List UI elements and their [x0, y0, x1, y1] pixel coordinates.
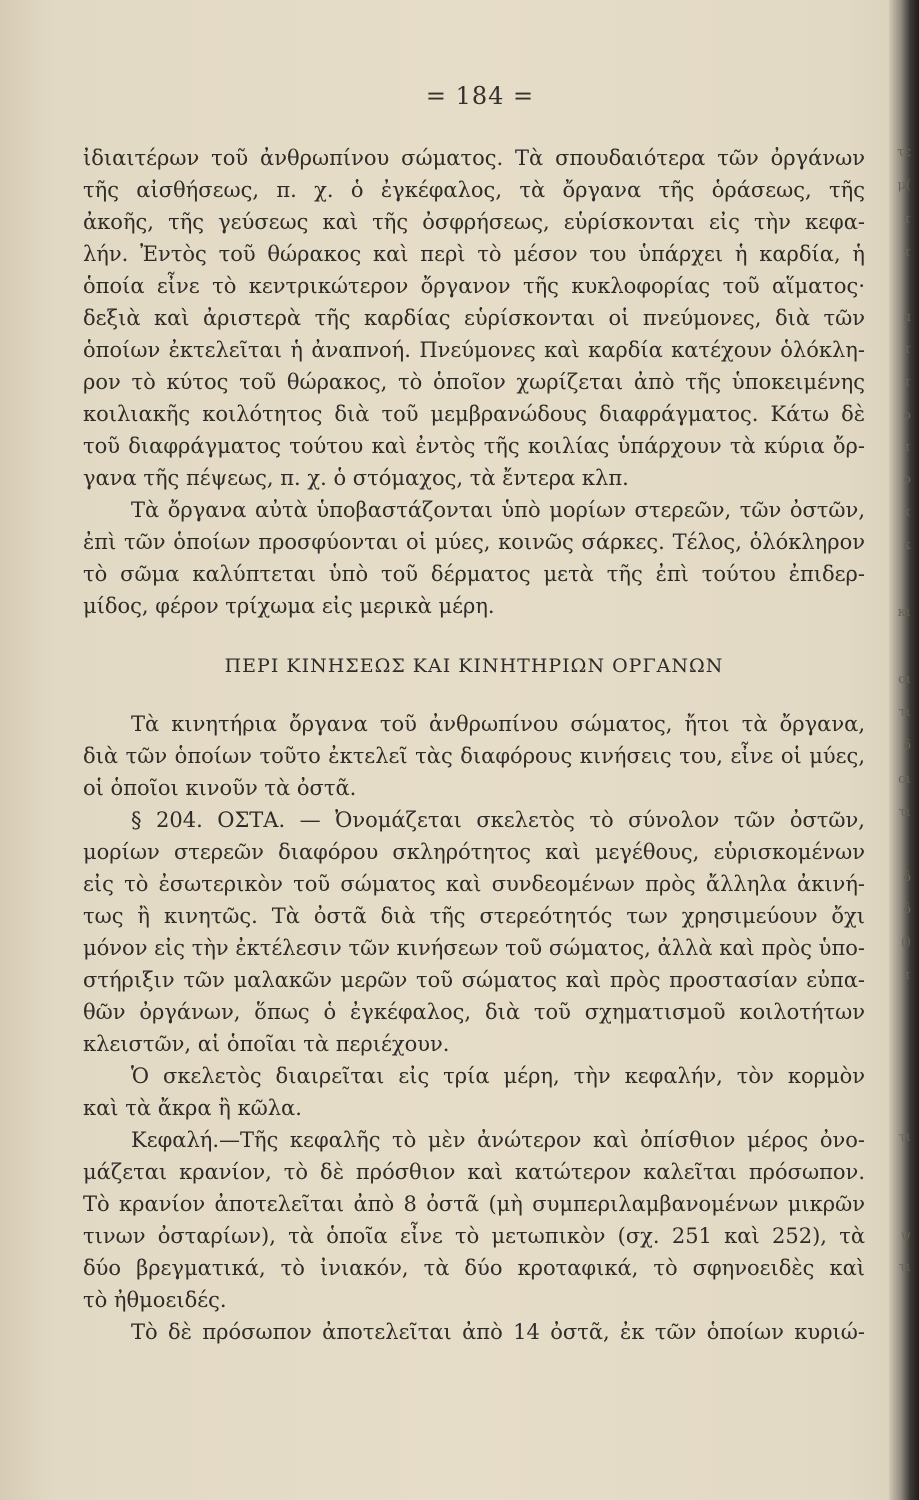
section-204-title-line: § 204. ΟΣΤΑ. — Ὀνομάζεται σκελετὸς τὸ σύνολον τῶν ὀστῶν, [131, 808, 865, 832]
text-line: κοιλιακῆς κοιλότητος διὰ τοῦ μεμβρανώδους διαφράγματος. Κάτω δὲ [83, 402, 865, 426]
text-line: Κεφαλή.—Τῆς κεφαλῆς τὸ μὲν ἀνώτερον καὶ ὀπίσθιον μέρος ὀνο- [131, 1128, 865, 1152]
paragraph-organs [83, 142, 865, 494]
gutter-fragment: ô [903, 870, 911, 885]
text-line: Τὰ κινητήρια ὄργανα τοῦ ἀνθρωπίνου σώματος, ἤτοι τὰ ὄργανα, [131, 712, 865, 736]
text-line: μίδος, φέρον τρίχωμα εἰς μερικὰ μέρη. [83, 594, 495, 618]
text-line: θῶν ὀργάνων, ὅπως ὁ ἐγκέφαλος, διὰ τοῦ σχηματισμοῦ κοιλοτήτων [83, 1000, 865, 1024]
text-line: τῆς αἰσθήσεως, π. χ. ὁ ἐγκέφαλος, τὰ ὄργανα τῆς ὁράσεως, τῆς [83, 178, 865, 202]
paragraph-bones-muscles [83, 494, 865, 622]
gutter-fragment: οι [898, 672, 911, 687]
text-line: Ὁ σκελετὸς διαιρεῖται εἰς τρία μέρη, τὴν κεφαλήν, τὸν κορμὸν [131, 1064, 865, 1088]
text-line: μάζεται κρανίον, τὸ δὲ πρόσθιον καὶ κατώτερον καλεῖται πρόσωπον. [83, 1160, 865, 1184]
text-line: καὶ τὰ ἄκρα ἢ κῶλα. [83, 1096, 302, 1120]
gutter-fragment: τ [903, 245, 911, 260]
text-line: διὰ τῶν ὁποίων τοῦτο ἐκτελεῖ τὰς διαφόρους κινήσεις του, εἶνε οἱ μύες, [83, 744, 865, 768]
text-line: τοῦ διαφράγματος τούτου καὶ ἐντὸς τῆς κοιλίας ὑπάρχουν τὰ κύρια ὄρ- [83, 434, 865, 458]
text-line: ἐπὶ τῶν ὁποίων προσφύονται οἱ μύες, κοινῶς σάρκες. Τέλος, ὁλόκληρον [83, 530, 865, 554]
text-line: λήν. Ἐντὸς τοῦ θώρακος καὶ περὶ τὸ μέσον του ὑπάρχει ἡ καρδία, ἡ [83, 242, 865, 266]
text-line: στήριξιν τῶν μαλακῶν μερῶν τοῦ σώματος καὶ πρὸς προστασίαν εὐπα- [83, 968, 865, 992]
text-line: δύο βρεγματικά, τὸ ἰνιακόν, τὰ δύο κροταφικά, τὸ σφηνοειδὲς καὶ [83, 1256, 865, 1280]
text-line: κλειστῶν, αἱ ὁποῖαι τὰ περιέχουν. [83, 1032, 450, 1056]
gutter-fragment: τ [903, 968, 911, 983]
gutter-fragment: κ [902, 538, 911, 553]
gutter-fragment: κι [897, 605, 911, 620]
text-line: εἰς τὸ ἐσωτερικὸν τοῦ σώματος καὶ συνδεομένων πρὸς ἄλληλα ἀκινή- [83, 872, 865, 896]
gutter-fragment: () [900, 935, 911, 950]
text-line: ἰδιαιτέρων τοῦ ἀνθρωπίνου σώματος. Τὰ σπουδαιότερα τῶν ὀργάνων [83, 146, 865, 170]
text-line: ὁποίων ἐκτελεῖται ἡ ἀναπνοή. Πνεύμονες καὶ καρδία κατέχουν ὁλόκλη- [83, 338, 865, 362]
gutter-fragment: μ( [897, 178, 911, 193]
gutter-fragment: δ [903, 738, 911, 753]
gutter-fragment: τ [903, 505, 911, 520]
page-body [83, 142, 865, 1348]
gutter-fragment: τε [897, 145, 911, 160]
section-204 [83, 804, 865, 1060]
gutter-fragment: ô [903, 902, 911, 917]
text-line: Τὸ δὲ πρόσωπον ἀποτελεῖται ἀπὸ 14 ὀστᾶ, ἐκ τῶν ὁποίων κυριώ- [131, 1320, 865, 1344]
gutter-fragment: ο [903, 472, 911, 487]
gutter-fragment: π [902, 310, 911, 325]
gutter-fragment: οι [898, 772, 911, 787]
gutter-fragment: ο [903, 408, 911, 423]
page-number: = 184 = [425, 82, 535, 110]
text-line: τινων ὀσταρίων), τὰ ὁποῖα εἶνε τὸ μετωπικὸν (σχ. 251 καὶ 252), τὰ [83, 1224, 865, 1248]
gutter-fragment: τι [898, 705, 911, 720]
gutter-fragment: τι [898, 1130, 911, 1145]
text-line: Τὰ ὄργανα αὐτὰ ὑποβαστάζονται ὑπὸ μορίων στερεῶν, τῶν ὀστῶν, [131, 498, 865, 522]
text-line: ρον τὸ κύτος τοῦ θώρακος, τὸ ὁποῖον χωρίζεται ἀπὸ τῆς ὑποκειμένης [83, 370, 865, 394]
paragraph-head [83, 1124, 865, 1316]
paragraph-skeleton-parts [83, 1060, 865, 1124]
paragraph-motor-organs [83, 708, 865, 804]
text-line: μορίων στερεῶν διαφόρου σκληρότητος καὶ μεγέθους, εὑρισκομένων [83, 840, 865, 864]
text-line: ἀκοῆς, τῆς γεύσεως καὶ τῆς ὀσφρήσεως, εὑρίσκονται εἰς τὴν κεφα- [83, 210, 865, 234]
gutter-fragment: τι [898, 1260, 911, 1275]
text-line: Τὸ κρανίον ἀποτελεῖται ἀπὸ 8 ὀστᾶ (μὴ συμπεριλαμβανομένων μικρῶν [83, 1192, 865, 1216]
gutter-fragment: τ [903, 342, 911, 357]
text-line: γανα τῆς πέψεως, π. χ. ὁ στόμαχος, τὰ ἔντερα κλπ. [83, 466, 629, 490]
section-heading: ΠΕΡΙ ΚΙΝΗΣΕΩΣ ΚΑΙ ΚΙΝΗΤΗΡΙΩΝ ΟΡΓΑΝΩΝ [224, 655, 724, 677]
text-line: οἱ ὁποῖοι κινοῦν τὰ ὀστᾶ. [83, 776, 357, 800]
gutter-fragment: τ [903, 440, 911, 455]
text-line: τὸ σῶμα καλύπτεται ὑπὸ τοῦ δέρματος μετὰ τῆς ἐπὶ τούτου ἐπιδερ- [83, 562, 865, 586]
gutter-fragment: τ [903, 375, 911, 390]
text-line: δεξιὰ καὶ ἀριστερὰ τῆς καρδίας εὑρίσκονται οἱ πνεύμονες, διὰ τῶν [83, 306, 865, 330]
text-line: ὁποία εἶνε τὸ κεντρικώτερον ὄργανον τῆς κυκλοφορίας τοῦ αἵματος· [83, 274, 865, 298]
gutter-fragment: ψ [900, 1228, 911, 1243]
gutter-fragment: τ [903, 212, 911, 227]
gutter-fragment: τι [898, 805, 911, 820]
paragraph-face [83, 1316, 865, 1348]
text-line: μόνον εἰς τὴν ἐκτέλεσιν τῶν κινήσεων τοῦ σώματος, ἀλλὰ καὶ πρὸς ὑπο- [83, 936, 865, 960]
text-line: τως ἢ κινητῶς. Τὰ ὀστᾶ διὰ τῆς στερεότητός των χρησιμεύουν ὄχι [83, 904, 865, 928]
text-line: τὸ ἠθμοειδές. [83, 1288, 227, 1312]
